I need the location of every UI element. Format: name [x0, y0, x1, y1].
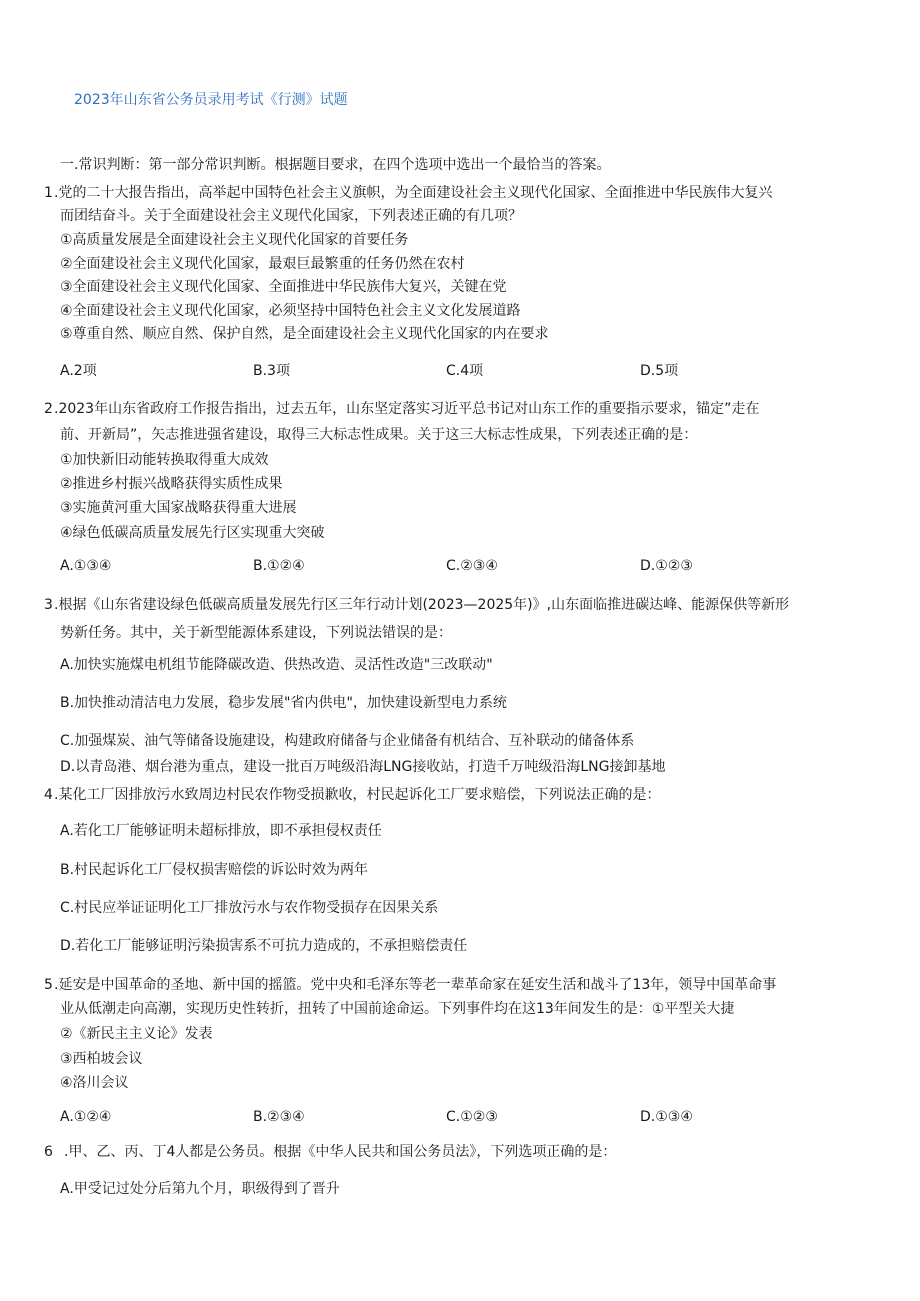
- question-text: .甲、乙、丙、丁4人都是公务员。根据《中华人民共和国公务员法》，下列选项正确的是：: [64, 1144, 617, 1160]
- section-heading: 一.常识判断：第一部分常识判断。根据题目要求，在四个选项中选出一个最恰当的答案。: [60, 157, 611, 173]
- statement-item: ③实施黄河重大国家战略获得重大进展: [60, 500, 297, 516]
- choice-a: A.甲受记过处分后第九个月，职级得到了晋升: [60, 1181, 340, 1197]
- option-b: B.①②④: [253, 558, 305, 574]
- question-number: 4: [44, 787, 53, 803]
- choice-b: B.村民起诉化工厂侵权损害赔偿的诉讼时效为两年: [60, 862, 369, 878]
- choice-d: D.若化工厂能够证明污染损害系不可抗力造成的，不承担赔偿责任: [60, 938, 468, 954]
- question-number: 6: [44, 1144, 53, 1160]
- choice-c: C.村民应举证证明化工厂排放污水与农作物受损存在因果关系: [60, 900, 439, 916]
- statement-item: ③西柏坡会议: [60, 1051, 143, 1067]
- choice-a: A.加快实施煤电机组节能降碳改造、供热改造、灵活性改造"三改联动": [60, 657, 493, 673]
- question-text: 业从低潮走向高潮，实现历史性转折，扭转了中国前途命运。下列事件均在这13年间发生的是：①平型关大捷: [60, 1001, 735, 1017]
- option-d: D.5项: [640, 363, 679, 379]
- option-a: A.2项: [60, 363, 97, 379]
- option-d: D.①②③: [640, 558, 693, 574]
- statement-item: ④洛川会议: [60, 1075, 129, 1091]
- statement-item: ①高质量发展是全面建设社会主义现代化国家的首要任务: [60, 232, 409, 248]
- question-number: 3: [44, 597, 53, 613]
- option-d: D.①③④: [640, 1109, 693, 1125]
- question-text: 而团结奋斗。关于全面建设社会主义现代化国家，下列表述正确的有几项？: [60, 208, 522, 224]
- statement-item: ②《新民主主义论》发表: [60, 1026, 213, 1042]
- statement-item: ②推进乡村振兴战略获得实质性成果: [60, 476, 283, 492]
- statement-item: ⑤尊重自然、顺应自然、保护自然，是全面建设社会主义现代化国家的内在要求: [60, 326, 549, 342]
- option-c: C.②③④: [446, 558, 498, 574]
- question-text: .某化工厂因排放污水致周边村民农作物受损歉收，村民起诉化工厂要求赔偿，下列说法正确的是：: [54, 787, 661, 803]
- question-text: 势新任务。其中，关于新型能源体系建设，下列说法错误的是：: [60, 625, 452, 641]
- statement-item: ④全面建设社会主义现代化国家，必须坚持中国特色社会主义文化发展道路: [60, 303, 521, 319]
- question-text: .2023年山东省政府工作报告指出，过去五年，山东坚定落实习近平总书记对山东工作的重要指示要求，锚定”走在: [54, 401, 760, 417]
- statement-item: ①加快新旧动能转换取得重大成效: [60, 452, 269, 468]
- question-number: 5: [44, 977, 53, 993]
- question-number: 1: [44, 185, 53, 201]
- choice-a: A.若化工厂能够证明未超标排放，即不承担侵权责任: [60, 823, 382, 839]
- question-text: 前、开新局”，矢志推进强省建设，取得三大标志性成果。关于这三大标志性成果，下列表述正确的是：: [60, 427, 698, 443]
- question-text: .根据《山东省建设绿色低碳高质量发展先行区三年行动计划(2023—2025年)》,山东面临推进碳达峰、能源保供等新形: [54, 597, 790, 613]
- statement-item: ④绿色低碳高质量发展先行区实现重大突破: [60, 525, 325, 541]
- choice-d: D.以青岛港、烟台港为重点，建设一批百万吨级沿海LNG接收站，打造千万吨级沿海LNG接卸基地: [60, 759, 666, 775]
- option-b: B.3项: [253, 363, 290, 379]
- question-number: 2: [44, 401, 53, 417]
- choice-c: C.加强煤炭、油气等储备设施建设，构建政府储备与企业储备有机结合、互补联动的储备体系: [60, 733, 635, 749]
- statement-item: ③全面建设社会主义现代化国家、全面推进中华民族伟大复兴，关键在党: [60, 279, 507, 295]
- statement-item: ②全面建设社会主义现代化国家，最艰巨最繁重的任务仍然在农村: [60, 256, 465, 272]
- option-a: A.①③④: [60, 558, 112, 574]
- question-text: .党的二十大报告指出，高举起中国特色社会主义旗帜，为全面建设社会主义现代化国家、全面推进中华民族伟大复兴: [54, 185, 773, 201]
- choice-b: B.加快推动清洁电力发展，稳步发展"省内供电"，加快建设新型电力系统: [60, 695, 507, 711]
- question-text: .延安是中国革命的圣地、新中国的摇篮。党中央和毛泽东等老一辈革命家在延安生活和战斗了13年，领导中国革命事: [54, 977, 777, 993]
- option-c: C.4项: [446, 363, 484, 379]
- option-a: A.①②④: [60, 1109, 112, 1125]
- option-b: B.②③④: [253, 1109, 305, 1125]
- document-title: 2023年山东省公务员录用考试《行测》试题: [74, 92, 348, 108]
- option-c: C.①②③: [446, 1109, 498, 1125]
